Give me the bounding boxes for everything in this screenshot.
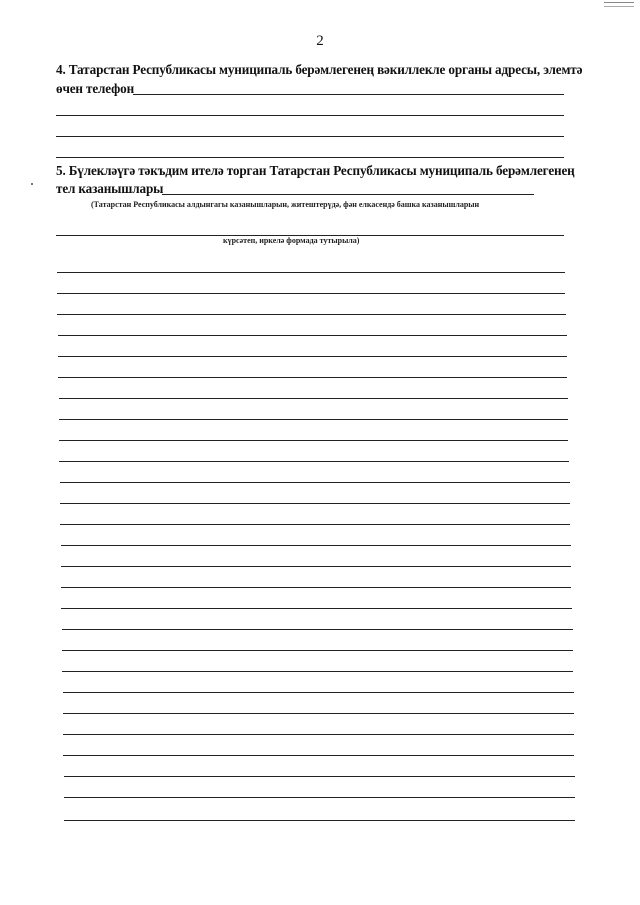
page-number: 2 xyxy=(316,33,324,49)
achievements-field[interactable] xyxy=(162,194,534,195)
answer-line[interactable] xyxy=(58,356,567,357)
answer-line[interactable] xyxy=(60,503,570,504)
answer-line[interactable] xyxy=(62,671,573,672)
address-phone-field[interactable] xyxy=(133,94,564,95)
corner-scan-mark xyxy=(604,2,634,7)
answer-line[interactable] xyxy=(56,136,564,137)
answer-line[interactable] xyxy=(58,377,567,378)
section-5-hint: (Татарстан Республикасы алдынгагы казанышларын, житештерүдә, фән елкасендә башка казанышларын xyxy=(91,200,480,209)
answer-line[interactable] xyxy=(58,335,567,336)
answer-line[interactable] xyxy=(57,293,565,294)
answer-line[interactable] xyxy=(57,314,566,315)
answer-line[interactable] xyxy=(64,776,575,777)
scan-speck xyxy=(31,183,33,185)
section-5-heading-cont: тел казанышлары xyxy=(56,181,164,196)
section-5-hint-cont: күрсәтеп, иркелә формада тутырыла) xyxy=(223,236,360,245)
answer-line[interactable] xyxy=(59,398,568,399)
section-5-heading: 5. Бүлекләүгә тәкъдим ителә торган Татарстан Республикасы муниципаль берәмлегенең xyxy=(56,163,575,178)
answer-line[interactable] xyxy=(64,797,575,798)
answer-line[interactable] xyxy=(63,734,574,735)
answer-line[interactable] xyxy=(56,157,564,158)
answer-line[interactable] xyxy=(59,461,569,462)
answer-line[interactable] xyxy=(59,419,568,420)
answer-line[interactable] xyxy=(56,115,564,116)
answer-line[interactable] xyxy=(59,440,568,441)
section-4-heading-cont: өчен телефон xyxy=(56,81,135,96)
answer-line[interactable] xyxy=(62,629,573,630)
answer-line[interactable] xyxy=(61,566,571,567)
section-4-heading: 4. Татарстан Республикасы муниципаль берәмлегенең вәкиллекле органы адресы, элемтә xyxy=(56,62,583,77)
answer-line[interactable] xyxy=(60,482,570,483)
answer-line[interactable] xyxy=(62,650,573,651)
answer-line[interactable] xyxy=(61,587,571,588)
answer-line[interactable] xyxy=(64,820,575,821)
answer-line[interactable] xyxy=(61,608,572,609)
answer-line[interactable] xyxy=(63,713,574,714)
answer-line[interactable] xyxy=(61,545,571,546)
answer-line[interactable] xyxy=(63,692,574,693)
answer-line[interactable] xyxy=(60,524,570,525)
answer-line[interactable] xyxy=(57,272,565,273)
answer-line[interactable] xyxy=(63,755,574,756)
